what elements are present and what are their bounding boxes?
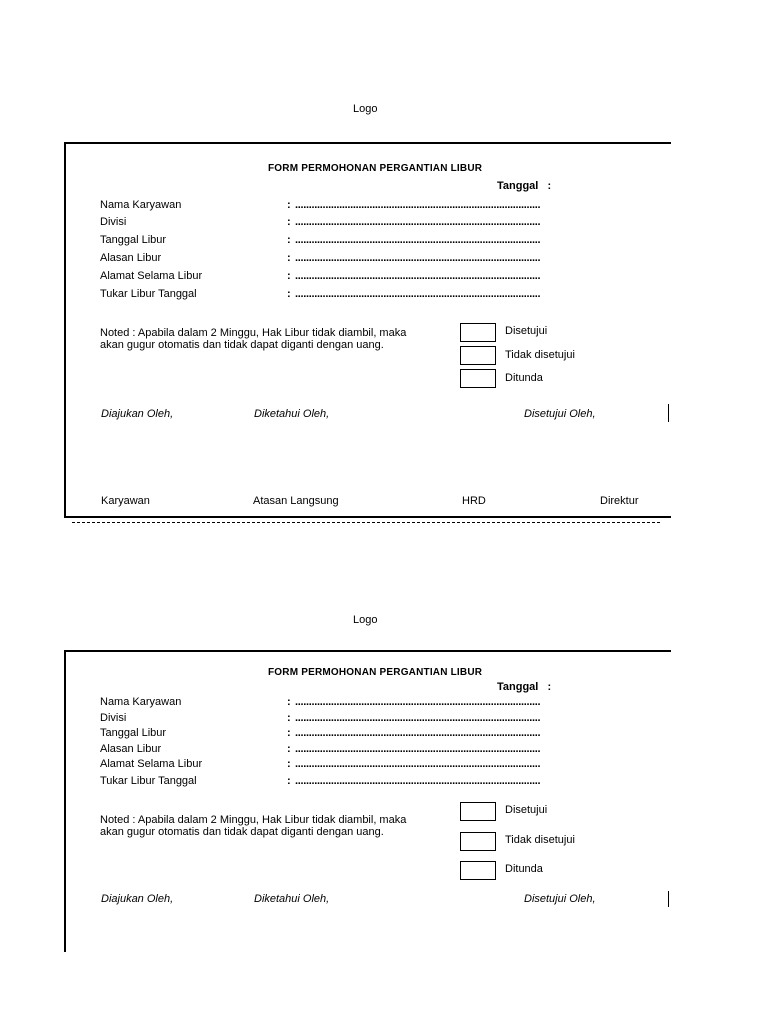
- checkbox-postponed[interactable]: [460, 861, 496, 880]
- date-label: Tanggal :: [497, 681, 552, 693]
- field-dots-division[interactable]: .........................................................................................: [295, 712, 541, 724]
- signature-divider: [668, 404, 669, 422]
- field-label-swap-date: Tukar Libur Tanggal: [100, 775, 197, 787]
- field-label-address: Alamat Selama Libur: [100, 270, 203, 282]
- field-colon: :: [287, 696, 291, 708]
- field-colon: :: [287, 712, 291, 724]
- checkbox-not-approved[interactable]: [460, 346, 496, 365]
- checkbox-postponed[interactable]: [460, 369, 496, 388]
- field-dots-leave-date[interactable]: .........................................................................................: [295, 727, 541, 739]
- field-dots-name[interactable]: .........................................................................................: [295, 199, 541, 211]
- option-not-approved-label: Tidak disetujui: [505, 349, 575, 361]
- date-label: Tanggal :: [497, 180, 552, 192]
- field-label-name: Nama Karyawan: [100, 696, 182, 708]
- field-dots-division[interactable]: .........................................................................................: [295, 216, 541, 228]
- signature-approved-by: Disetujui Oleh,: [524, 408, 596, 420]
- checkbox-not-approved[interactable]: [460, 832, 496, 851]
- form-title: FORM PERMOHONAN PERGANTIAN LIBUR: [268, 163, 483, 174]
- logo-placeholder: Logo: [353, 103, 378, 115]
- field-colon: :: [287, 775, 291, 787]
- signature-acknowledged-by: Diketahui Oleh,: [254, 893, 330, 905]
- role-employee: Karyawan: [101, 495, 150, 507]
- field-colon: :: [287, 288, 291, 300]
- field-colon: :: [287, 199, 291, 211]
- field-dots-address[interactable]: .........................................................................................: [295, 270, 541, 282]
- field-colon: :: [287, 743, 291, 755]
- role-supervisor: Atasan Langsung: [253, 495, 339, 507]
- signature-submitted-by: Diajukan Oleh,: [101, 408, 174, 420]
- field-dots-name[interactable]: .........................................................................................: [295, 696, 541, 708]
- field-label-swap-date: Tukar Libur Tanggal: [100, 288, 197, 300]
- checkbox-approved[interactable]: [460, 802, 496, 821]
- signature-acknowledged-by: Diketahui Oleh,: [254, 408, 330, 420]
- option-not-approved-label: Tidak disetujui: [505, 834, 575, 846]
- form-title: FORM PERMOHONAN PERGANTIAN LIBUR: [268, 667, 483, 678]
- field-colon: :: [287, 727, 291, 739]
- logo-placeholder: Logo: [353, 614, 378, 626]
- field-dots-leave-date[interactable]: .........................................................................................: [295, 234, 541, 246]
- field-label-reason: Alasan Libur: [100, 743, 162, 755]
- checkbox-approved[interactable]: [460, 323, 496, 342]
- field-label-leave-date: Tanggal Libur: [100, 234, 167, 246]
- signature-divider: [668, 891, 669, 907]
- field-label-reason: Alasan Libur: [100, 252, 162, 264]
- role-hrd: HRD: [462, 495, 486, 507]
- field-colon: :: [287, 216, 291, 228]
- field-colon: :: [287, 758, 291, 770]
- field-dots-address[interactable]: .........................................................................................: [295, 758, 541, 770]
- field-label-address: Alamat Selama Libur: [100, 758, 203, 770]
- option-postponed-label: Ditunda: [505, 372, 543, 384]
- field-label-division: Divisi: [100, 712, 127, 724]
- field-label-leave-date: Tanggal Libur: [100, 727, 167, 739]
- signature-approved-by: Disetujui Oleh,: [524, 893, 596, 905]
- role-director: Direktur: [600, 495, 639, 507]
- field-dots-swap-date[interactable]: .........................................................................................: [295, 288, 541, 300]
- field-colon: :: [287, 252, 291, 264]
- field-dots-reason[interactable]: .........................................................................................: [295, 743, 541, 755]
- field-dots-reason[interactable]: .........................................................................................: [295, 252, 541, 264]
- note-text: Noted : Apabila dalam 2 Minggu, Hak Libur tidak diambil, maka akan gugur otomatis dan tidak dapat diganti dengan uang.: [100, 814, 407, 838]
- note-text: Noted : Apabila dalam 2 Minggu, Hak Libur tidak diambil, maka akan gugur otomatis dan tidak dapat diganti dengan uang.: [100, 327, 407, 351]
- field-label-division: Divisi: [100, 216, 127, 228]
- cut-separator: [72, 522, 660, 523]
- option-approved-label: Disetujui: [505, 804, 548, 816]
- option-postponed-label: Ditunda: [505, 863, 543, 875]
- field-dots-swap-date[interactable]: .........................................................................................: [295, 775, 541, 787]
- option-approved-label: Disetujui: [505, 325, 548, 337]
- field-colon: :: [287, 234, 291, 246]
- field-label-name: Nama Karyawan: [100, 199, 182, 211]
- signature-submitted-by: Diajukan Oleh,: [101, 893, 174, 905]
- field-colon: :: [287, 270, 291, 282]
